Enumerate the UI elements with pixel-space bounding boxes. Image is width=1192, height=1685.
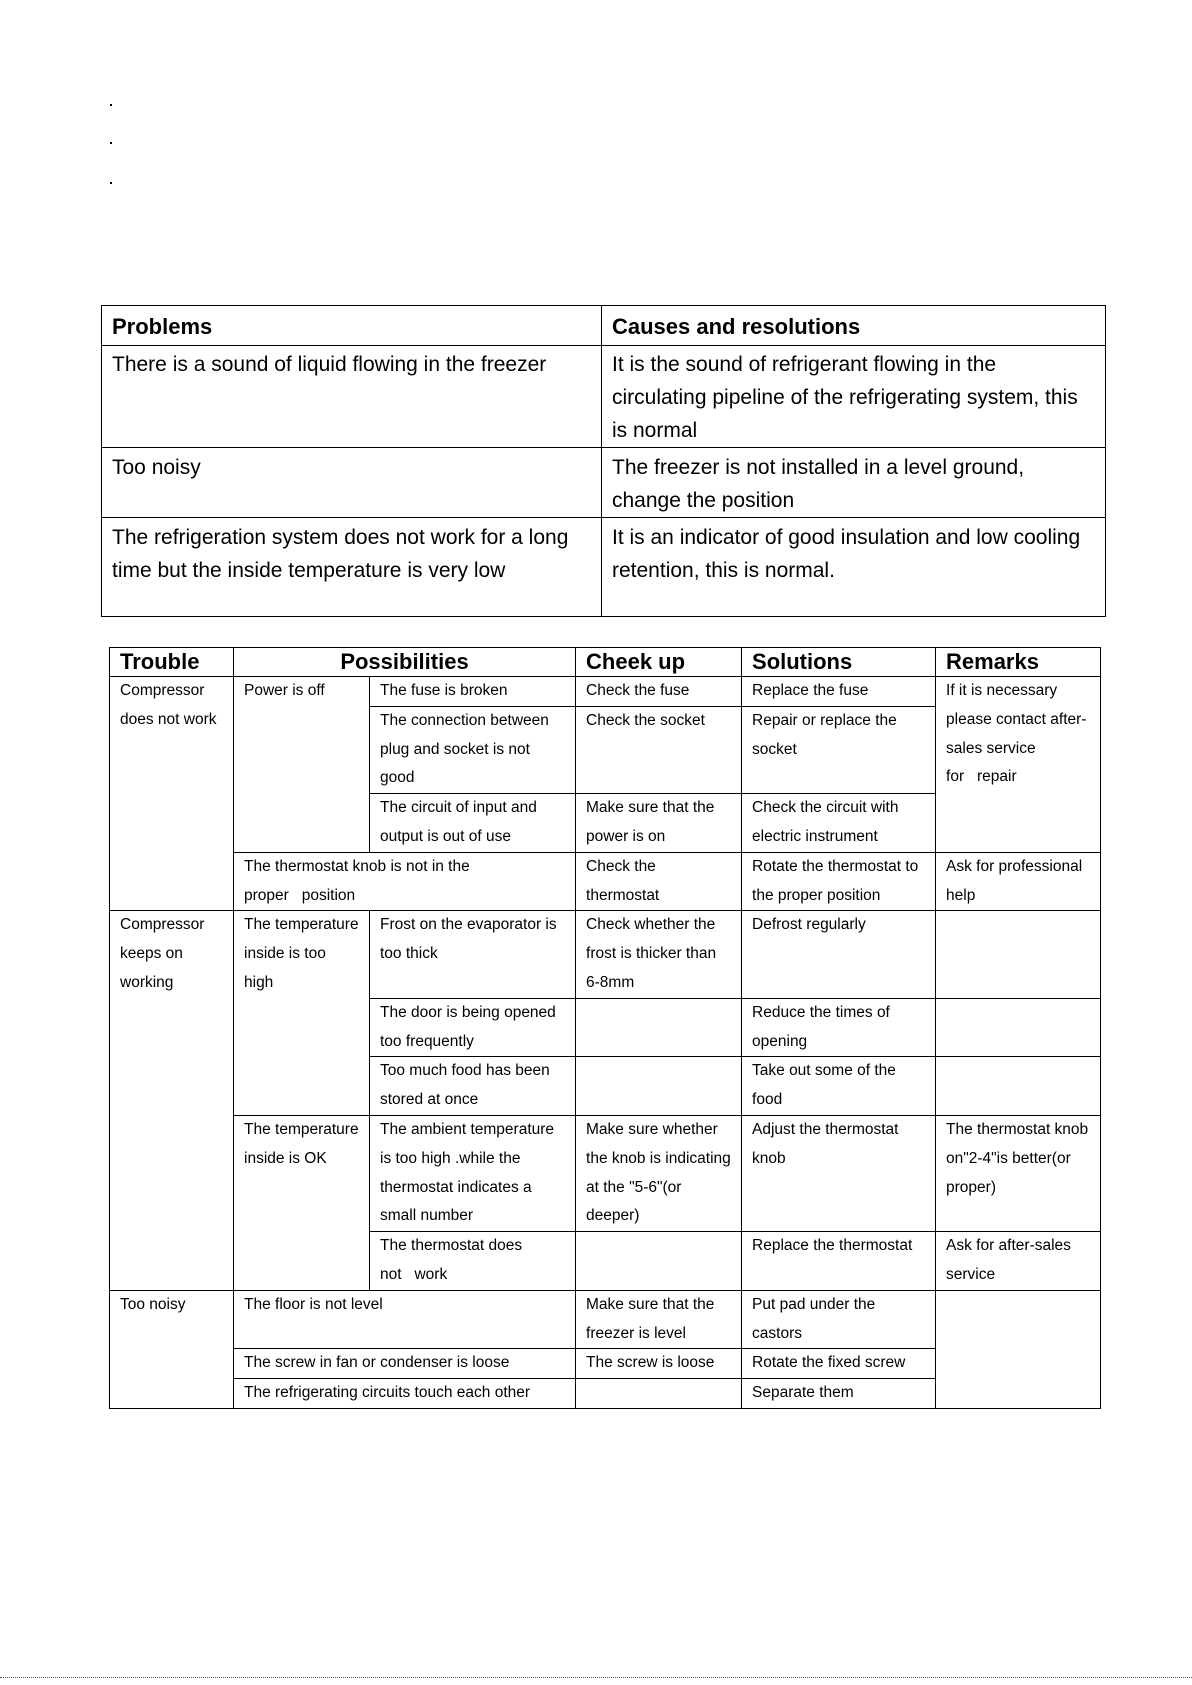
- trouble-cell: Compressor keeps on working: [110, 911, 234, 1290]
- possibility-cell: The refrigerating circuits touch each other: [234, 1379, 576, 1409]
- table-row: [110, 911, 1101, 998]
- remark-cell: The thermostat knob on"2-4"is better(or proper): [936, 1115, 1101, 1231]
- possibility-cell: The floor is not level: [234, 1290, 576, 1349]
- possibility-detail-cell: The thermostat does not work: [370, 1232, 576, 1291]
- solution-cell: Replace the thermostat: [742, 1232, 936, 1291]
- table-row: [102, 346, 1106, 448]
- possibility-detail-cell: The fuse is broken: [370, 677, 576, 707]
- solution-cell: Adjust the thermostat knob: [742, 1115, 936, 1231]
- checkup-cell: Make sure that the freezer is level: [576, 1290, 742, 1349]
- bullet-dot: [110, 182, 112, 184]
- remark-cell: [936, 1057, 1101, 1116]
- possibility-detail-cell: Too much food has been stored at once: [370, 1057, 576, 1116]
- trouble-cell: Compressor does not work: [110, 677, 234, 911]
- solution-cell: Replace the fuse: [742, 677, 936, 707]
- checkup-cell: Check the fuse: [576, 677, 742, 707]
- troubleshooting-table: [109, 647, 1101, 1409]
- header-causes: Causes and resolutions: [602, 306, 1106, 346]
- problem-cell: Too noisy: [102, 448, 602, 518]
- header-solutions: Solutions: [742, 648, 936, 677]
- table-header-row: [110, 648, 1101, 677]
- header-problems: Problems: [102, 306, 602, 346]
- checkup-cell: Check the thermostat: [576, 852, 742, 911]
- solution-cell: Check the circuit with electric instrument: [742, 794, 936, 853]
- checkup-cell: Check whether the frost is thicker than 6-8mm: [576, 911, 742, 998]
- checkup-cell: Make sure that the power is on: [576, 794, 742, 853]
- checkup-cell: Make sure whether the knob is indicating at the "5-6"(or deeper): [576, 1115, 742, 1231]
- solution-cell: Rotate the fixed screw: [742, 1349, 936, 1379]
- header-possibilities: Possibilities: [234, 648, 576, 677]
- solution-cell: Rotate the thermostat to the proper position: [742, 852, 936, 911]
- table-row: [102, 518, 1106, 617]
- possibility-cell: The screw in fan or condenser is loose: [234, 1349, 576, 1379]
- remark-cell: Ask for after-sales service: [936, 1232, 1101, 1291]
- remark-cell: If it is necessary please contact after-sales service for repair: [936, 677, 1101, 853]
- cause-cell: The freezer is not installed in a level ground, change the position: [602, 448, 1106, 518]
- table-row: [110, 1290, 1101, 1349]
- table-row: [102, 448, 1106, 518]
- cause-cell: It is an indicator of good insulation and low cooling retention, this is normal.: [602, 518, 1106, 617]
- possibility-cell: The temperature inside is OK: [234, 1115, 370, 1290]
- possibility-detail-cell: The connection between plug and socket is not good: [370, 706, 576, 793]
- header-remarks: Remarks: [936, 648, 1101, 677]
- trouble-cell: Too noisy: [110, 1290, 234, 1408]
- possibility-cell: The temperature inside is too high: [234, 911, 370, 1116]
- solution-cell: Take out some of the food: [742, 1057, 936, 1116]
- remark-cell: [936, 1290, 1101, 1408]
- bullet-dot: [110, 104, 112, 106]
- table-row: [110, 1115, 1101, 1231]
- possibility-detail-cell: The door is being opened too frequently: [370, 998, 576, 1057]
- table-row: [110, 677, 1101, 707]
- bullet-dot: [110, 142, 112, 144]
- checkup-cell: [576, 1379, 742, 1409]
- remark-cell: [936, 998, 1101, 1057]
- header-trouble: Trouble: [110, 648, 234, 677]
- solution-cell: Reduce the times of opening: [742, 998, 936, 1057]
- possibility-detail-cell: Frost on the evaporator is too thick: [370, 911, 576, 998]
- remark-cell: Ask for professional help: [936, 852, 1101, 911]
- possibility-detail-cell: The circuit of input and output is out of use: [370, 794, 576, 853]
- table-row: [110, 852, 1101, 911]
- table-header-row: [102, 306, 1106, 346]
- possibility-detail-cell: The ambient temperature is too high .while the thermostat indicates a small number: [370, 1115, 576, 1231]
- checkup-cell: Check the socket: [576, 706, 742, 793]
- page-footer-rule: [0, 1677, 1192, 1678]
- cause-cell: It is the sound of refrigerant flowing in the circulating pipeline of the refrigerating system, this is normal: [602, 346, 1106, 448]
- header-checkup: Cheek up: [576, 648, 742, 677]
- problems-table: [101, 305, 1106, 617]
- solution-cell: Separate them: [742, 1379, 936, 1409]
- remark-cell: [936, 911, 1101, 998]
- solution-cell: Repair or replace the socket: [742, 706, 936, 793]
- possibility-cell: Power is off: [234, 677, 370, 853]
- checkup-cell: [576, 1232, 742, 1291]
- checkup-cell: [576, 1057, 742, 1116]
- problem-cell: There is a sound of liquid flowing in the freezer: [102, 346, 602, 448]
- possibility-cell: The thermostat knob is not in the proper position: [234, 852, 576, 911]
- problem-cell: The refrigeration system does not work for a long time but the inside temperature is very low: [102, 518, 602, 617]
- checkup-cell: [576, 998, 742, 1057]
- solution-cell: Defrost regularly: [742, 911, 936, 998]
- checkup-cell: The screw is loose: [576, 1349, 742, 1379]
- solution-cell: Put pad under the castors: [742, 1290, 936, 1349]
